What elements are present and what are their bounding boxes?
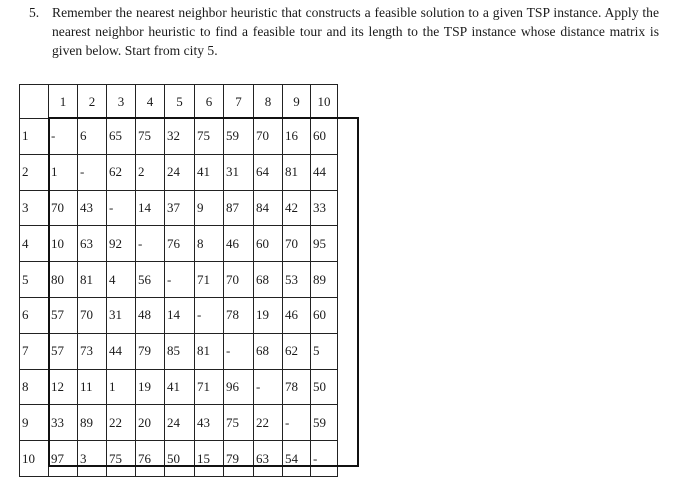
distance-cell: 10: [49, 226, 78, 262]
distance-cell: -: [49, 119, 78, 155]
distance-cell: 31: [107, 297, 136, 333]
distance-cell: -: [107, 190, 136, 226]
distance-cell: 19: [254, 297, 283, 333]
distance-cell: -: [254, 369, 283, 405]
distance-cell: 84: [254, 190, 283, 226]
distance-matrix: [19, 84, 338, 477]
distance-cell: 85: [165, 333, 195, 369]
matrix-row: [20, 405, 338, 441]
distance-cell: 89: [311, 262, 338, 298]
distance-cell: 24: [165, 405, 195, 441]
distance-cell: 9: [195, 190, 224, 226]
column-header: 9: [283, 85, 311, 119]
distance-cell: 37: [165, 190, 195, 226]
distance-cell: 75: [107, 441, 136, 477]
distance-cell: 64: [254, 154, 283, 190]
matrix-row: [20, 369, 338, 405]
distance-cell: 53: [283, 262, 311, 298]
distance-cell: 75: [136, 119, 165, 155]
distance-cell: 70: [224, 262, 254, 298]
distance-cell: 75: [224, 405, 254, 441]
distance-cell: 22: [107, 405, 136, 441]
distance-cell: 92: [107, 226, 136, 262]
distance-cell: 31: [224, 154, 254, 190]
distance-cell: 48: [136, 297, 165, 333]
distance-cell: 78: [224, 297, 254, 333]
row-label: 6: [20, 297, 49, 333]
distance-cell: 22: [254, 405, 283, 441]
distance-cell: 80: [49, 262, 78, 298]
distance-cell: 68: [254, 333, 283, 369]
matrix-row: [20, 262, 338, 298]
distance-cell: -: [311, 441, 338, 477]
distance-cell: -: [78, 154, 107, 190]
distance-cell: 81: [78, 262, 107, 298]
row-label: 4: [20, 226, 49, 262]
distance-cell: 54: [283, 441, 311, 477]
distance-cell: 68: [254, 262, 283, 298]
distance-cell: 3: [78, 441, 107, 477]
distance-cell: 4: [107, 262, 136, 298]
distance-cell: 57: [49, 297, 78, 333]
distance-cell: 57: [49, 333, 78, 369]
matrix-row: [20, 226, 338, 262]
distance-cell: 50: [311, 369, 338, 405]
distance-cell: 79: [136, 333, 165, 369]
column-header: 1: [49, 85, 78, 119]
matrix-row: [20, 297, 338, 333]
matrix-row: [20, 154, 338, 190]
column-header: 10: [311, 85, 338, 119]
corner-cell: [20, 85, 49, 119]
distance-cell: 50: [165, 441, 195, 477]
distance-cell: 43: [195, 405, 224, 441]
distance-cell: 76: [165, 226, 195, 262]
column-header: 6: [195, 85, 224, 119]
matrix-row: [20, 441, 338, 477]
question-number: 5.: [29, 5, 40, 20]
row-label: 7: [20, 333, 49, 369]
distance-cell: 81: [195, 333, 224, 369]
distance-cell: 71: [195, 369, 224, 405]
column-header: 5: [165, 85, 195, 119]
distance-cell: 76: [136, 441, 165, 477]
distance-cell: -: [283, 405, 311, 441]
distance-cell: 60: [254, 226, 283, 262]
matrix-row: [20, 190, 338, 226]
distance-cell: 89: [78, 405, 107, 441]
distance-cell: 1: [49, 154, 78, 190]
distance-cell: 19: [136, 369, 165, 405]
distance-cell: -: [136, 226, 165, 262]
distance-cell: 65: [107, 119, 136, 155]
distance-cell: 71: [195, 262, 224, 298]
column-header: 4: [136, 85, 165, 119]
distance-cell: 46: [283, 297, 311, 333]
row-label: 10: [20, 441, 49, 477]
distance-cell: 2: [136, 154, 165, 190]
distance-cell: 63: [78, 226, 107, 262]
column-header: 3: [107, 85, 136, 119]
distance-cell: 20: [136, 405, 165, 441]
column-header: 8: [254, 85, 283, 119]
distance-cell: -: [195, 297, 224, 333]
distance-cell: 41: [165, 369, 195, 405]
distance-cell: 70: [49, 190, 78, 226]
matrix-row: [20, 119, 338, 155]
distance-cell: 97: [49, 441, 78, 477]
distance-cell: 96: [224, 369, 254, 405]
distance-cell: 33: [49, 405, 78, 441]
distance-cell: 59: [224, 119, 254, 155]
column-header: 2: [78, 85, 107, 119]
distance-cell: 87: [224, 190, 254, 226]
distance-cell: 6: [78, 119, 107, 155]
distance-cell: -: [224, 333, 254, 369]
column-header: 7: [224, 85, 254, 119]
distance-cell: 79: [224, 441, 254, 477]
distance-matrix-table: [19, 84, 338, 477]
distance-cell: 8: [195, 226, 224, 262]
distance-cell: 60: [311, 297, 338, 333]
distance-cell: 75: [195, 119, 224, 155]
distance-cell: 1: [107, 369, 136, 405]
distance-cell: 43: [78, 190, 107, 226]
distance-cell: 41: [195, 154, 224, 190]
distance-cell: 56: [136, 262, 165, 298]
question: [29, 3, 659, 60]
row-label: 5: [20, 262, 49, 298]
column-header-row: [20, 85, 338, 119]
question-text: Remember the nearest neighbor heuristic that constructs a feasible solution to a given TSP instance. Apply the nearest neighbor heuristic to find a feasible tour and its length to the TSP instance whose distance matrix is given below. Start from city 5.: [52, 5, 659, 58]
distance-cell: 81: [283, 154, 311, 190]
distance-cell: 15: [195, 441, 224, 477]
distance-cell: 63: [254, 441, 283, 477]
distance-cell: 73: [78, 333, 107, 369]
distance-cell: 70: [254, 119, 283, 155]
row-label: 1: [20, 119, 49, 155]
distance-cell: 16: [283, 119, 311, 155]
distance-cell: 33: [311, 190, 338, 226]
distance-cell: 62: [283, 333, 311, 369]
distance-cell: 12: [49, 369, 78, 405]
distance-cell: 46: [224, 226, 254, 262]
distance-cell: 32: [165, 119, 195, 155]
row-label: 2: [20, 154, 49, 190]
row-label: 3: [20, 190, 49, 226]
matrix-row: [20, 333, 338, 369]
distance-cell: 44: [107, 333, 136, 369]
distance-cell: 42: [283, 190, 311, 226]
distance-cell: 14: [136, 190, 165, 226]
distance-cell: 14: [165, 297, 195, 333]
row-label: 9: [20, 405, 49, 441]
distance-cell: 78: [283, 369, 311, 405]
distance-cell: 11: [78, 369, 107, 405]
distance-cell: 70: [283, 226, 311, 262]
distance-cell: 95: [311, 226, 338, 262]
distance-cell: 44: [311, 154, 338, 190]
row-label: 8: [20, 369, 49, 405]
distance-cell: -: [165, 262, 195, 298]
distance-cell: 5: [311, 333, 338, 369]
distance-cell: 24: [165, 154, 195, 190]
distance-cell: 59: [311, 405, 338, 441]
distance-cell: 62: [107, 154, 136, 190]
distance-cell: 60: [311, 119, 338, 155]
distance-cell: 70: [78, 297, 107, 333]
